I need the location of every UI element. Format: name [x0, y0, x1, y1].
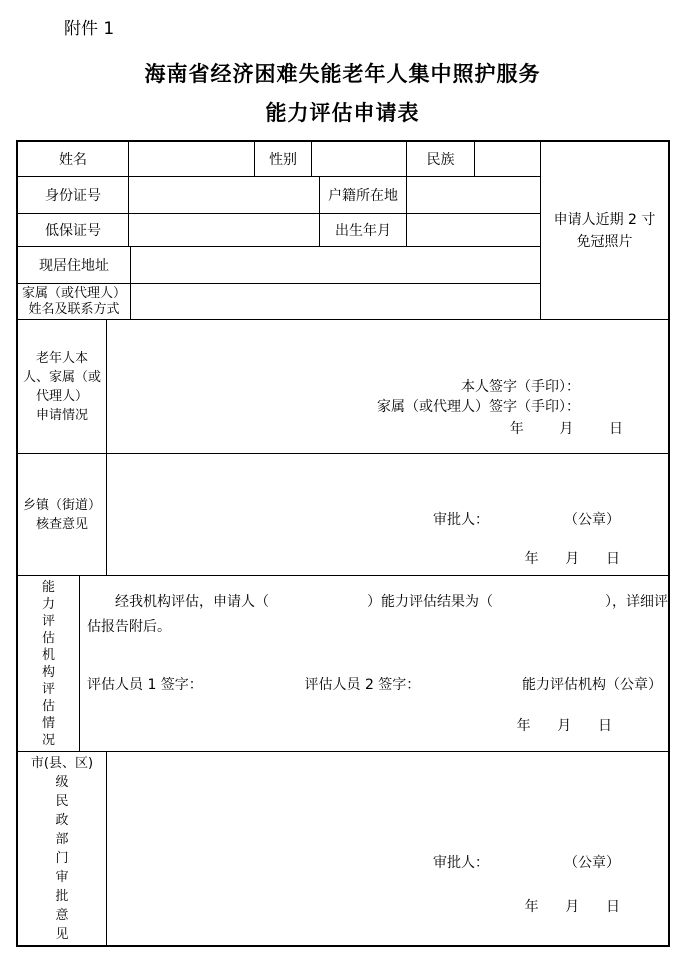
application-label-line1: 老年人本	[35, 350, 88, 366]
assessor1-signature-label: 评估人员 1 签字：	[87, 677, 203, 694]
civil-approver-label: 审批人：	[433, 855, 489, 872]
civil-label-line1: 市(县、区)	[30, 755, 94, 771]
self-signature-line: 本人签字（手印）：	[461, 379, 580, 396]
id-number-label: 身份证号	[18, 177, 129, 214]
form-title-line2: 能力评估申请表	[265, 101, 420, 125]
assessment-content[interactable]	[80, 576, 668, 751]
household-location-field[interactable]	[407, 177, 541, 214]
low-income-cert-field[interactable]	[129, 214, 320, 247]
assessment-statement-line2: 估报告附后。	[87, 619, 171, 636]
birth-date-label: 出生年月	[320, 214, 407, 247]
assessment-label-chars: 能力评估机构评估情况	[41, 579, 55, 748]
assessment-agency-label	[18, 576, 80, 751]
family-contact-label-line2: 姓名及联系方式	[28, 301, 120, 317]
form-title-line1: 海南省经济困难失能老年人集中照护服务	[144, 62, 541, 86]
id-number-field[interactable]	[129, 177, 320, 214]
personal-info-grid	[18, 142, 541, 320]
address-label: 现居住地址	[18, 247, 131, 284]
family-contact-label-line1: 家属（或代理人）	[21, 285, 126, 301]
civil-approver-row	[107, 852, 668, 872]
table-row	[18, 177, 541, 214]
address-field[interactable]	[131, 247, 541, 284]
application-date-line: 年 月 日	[509, 421, 623, 438]
photo-note-line2: 免冠照片	[576, 233, 633, 250]
application-label-line3: 代理人）	[35, 388, 88, 404]
ethnicity-field[interactable]	[475, 142, 541, 177]
personal-info-section	[18, 142, 668, 320]
gender-field[interactable]	[312, 142, 407, 177]
birth-date-field[interactable]	[407, 214, 541, 247]
ethnicity-label: 民族	[407, 142, 475, 177]
civil-seal-label: （公章）	[564, 855, 620, 872]
assessment-date-line: 年 月 日	[516, 718, 612, 735]
civil-date-line: 年 月 日	[524, 899, 620, 916]
table-row	[18, 247, 541, 284]
low-income-cert-label: 低保证号	[18, 214, 129, 247]
application-label-line4: 申请情况	[35, 407, 88, 423]
township-date-line: 年 月 日	[524, 551, 620, 568]
application-label-line2: 人、家属（或	[22, 369, 101, 385]
assessment-section	[18, 576, 668, 752]
family-contact-label	[18, 284, 131, 320]
civil-affairs-section	[18, 752, 668, 945]
name-label: 姓名	[18, 142, 129, 177]
township-approver-label: 审批人：	[433, 512, 489, 529]
civil-affairs-label	[18, 752, 107, 945]
township-seal-label: （公章）	[564, 512, 620, 529]
civil-label-chars: 级民政部门审批意见	[55, 774, 69, 942]
table-row	[18, 284, 541, 320]
application-section-label	[18, 320, 107, 453]
photo-placeholder[interactable]	[541, 142, 668, 320]
gender-label: 性别	[255, 142, 312, 177]
application-section-content[interactable]	[107, 320, 668, 453]
application-section	[18, 320, 668, 454]
agency-seal-label: 能力评估机构（公章）	[522, 677, 662, 694]
photo-note-line1: 申请人近期 2 寸	[553, 211, 656, 228]
township-label-line1: 乡镇（街道）	[22, 497, 101, 513]
civil-affairs-content[interactable]	[107, 752, 668, 945]
assessment-statement-line1: 经我机构评估，申请人（ ）能力评估结果为（ ），详细评	[87, 594, 668, 611]
township-approver-row	[107, 509, 668, 529]
attachment-label: 附件 1	[64, 19, 115, 39]
table-row	[18, 214, 541, 247]
assessment-signer-row	[80, 674, 668, 694]
township-review-content[interactable]	[107, 454, 668, 575]
table-row	[18, 142, 541, 177]
application-form-table	[16, 140, 670, 947]
family-contact-field[interactable]	[131, 284, 541, 320]
household-location-label: 户籍所在地	[320, 177, 407, 214]
family-signature-line: 家属（或代理人）签字（手印）：	[377, 399, 580, 416]
township-label-line2: 核查意见	[35, 516, 88, 532]
township-review-label	[18, 454, 107, 575]
assessor2-signature-label: 评估人员 2 签字：	[304, 677, 421, 694]
township-review-section	[18, 454, 668, 576]
name-field[interactable]	[129, 142, 255, 177]
